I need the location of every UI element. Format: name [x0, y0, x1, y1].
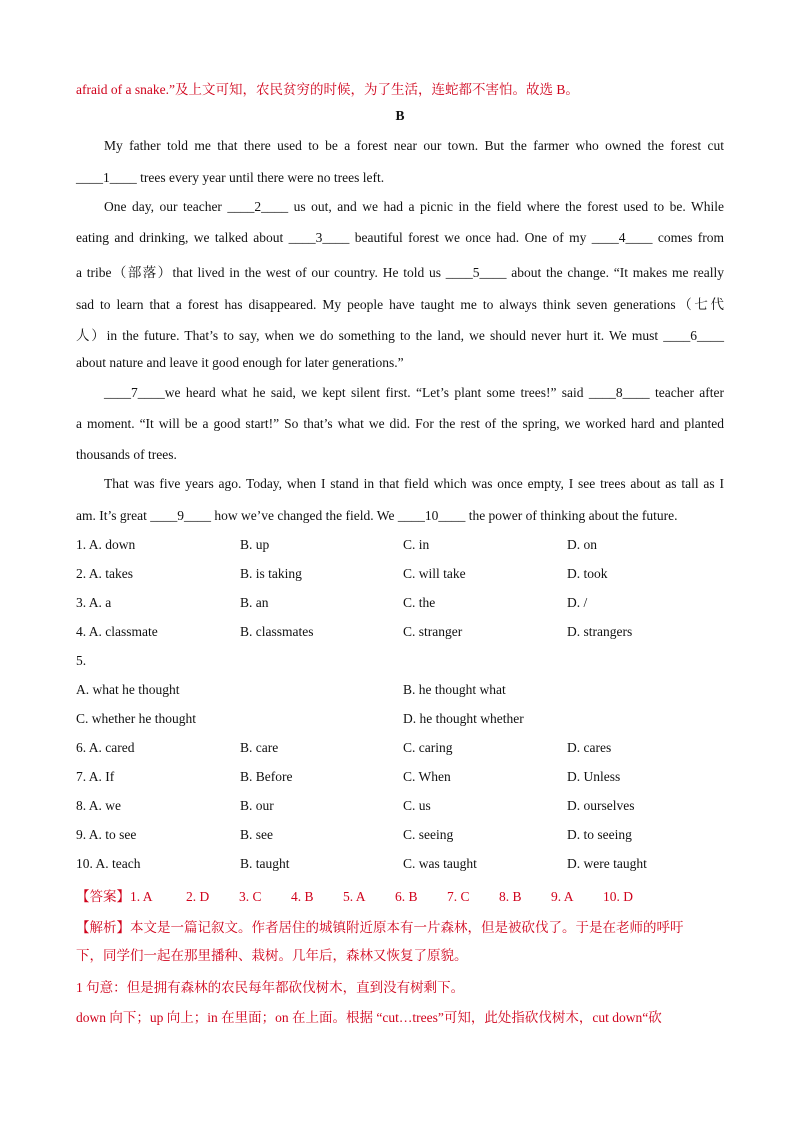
option-a: 9. A. to see — [76, 827, 137, 842]
option-a: A. what he thought — [76, 682, 180, 697]
passage-line: am. It’s great ____9____ how we’ve changed the field. We ____10____ the power of thinking about the future. — [76, 508, 678, 523]
option-c: C. When — [403, 769, 451, 784]
question-2-options — [76, 566, 726, 584]
option-d: D. ourselves — [567, 798, 635, 813]
question-1-options — [76, 537, 726, 555]
previous-analysis-tail: afraid of a snake.”及上文可知，农民贫穷的时候，为了生活，连蛇都不害怕。故选 B。 — [76, 82, 579, 97]
question-4-options — [76, 624, 726, 642]
option-a: 8. A. we — [76, 798, 121, 813]
answer-key — [76, 885, 633, 905]
option-a: 3. A. a — [76, 595, 112, 610]
option-b: B. care — [240, 740, 279, 755]
option-b: B. Before — [240, 769, 293, 784]
option-a: 7. A. If — [76, 769, 115, 784]
analysis-label: 【解析】 — [76, 920, 130, 935]
analysis-text: 本文是一篇记叙文。作者居住的城镇附近原本有一片森林，但是被砍伐了。于是在老师的呼吁 — [130, 920, 684, 935]
option-d: D. were taught — [567, 856, 647, 871]
passage-line: ____7____we heard what he said, we kept silent first. “Let’s plant some trees!” said ____8____ teacher after — [104, 385, 724, 400]
option-b: B. our — [240, 798, 274, 813]
option-b: B. is taking — [240, 566, 302, 581]
answer-item: 7. C — [447, 889, 470, 904]
option-d: D. he thought whether — [403, 711, 524, 726]
question-9-options — [76, 827, 726, 845]
passage-line: a tribe（部落）that lived in the west of our country. He told us ____5____ about the change. “It makes me really — [76, 265, 724, 280]
passage-line: One day, our teacher ____2____ us out, and we had a picnic in the field where the forest used to be. While — [104, 199, 724, 214]
option-c: C. us — [403, 798, 431, 813]
option-b: B. an — [240, 595, 269, 610]
question-7-options — [76, 769, 726, 787]
option-d: D. to seeing — [567, 827, 632, 842]
answer-item: 4. B — [291, 889, 314, 904]
section-title: B — [395, 108, 405, 123]
option-b: B. see — [240, 827, 273, 842]
question-5-options-row1 — [76, 682, 726, 700]
analysis-line: down 向下；up 向上；in 在里面；on 在上面。根据 “cut…trees”可知，此处指砍伐树木，cut down“砍 — [76, 1010, 662, 1025]
analysis-line — [76, 916, 724, 936]
answer-item: 1. A — [130, 889, 153, 904]
option-d: D. Unless — [567, 769, 621, 784]
analysis-line: 下，同学们一起在那里播种、栽树。几年后，森林又恢复了原貌。 — [76, 948, 468, 963]
answer-item: 2. D — [186, 889, 210, 904]
answer-item: 5. A — [343, 889, 366, 904]
question-6-options — [76, 740, 726, 758]
passage-line: That was five years ago. Today, when I stand in that field which was once empty, I see trees about as tall as I — [104, 476, 724, 491]
question-10-options — [76, 856, 726, 874]
option-b: B. he thought what — [403, 682, 506, 697]
passage-line: a moment. “It will be a good start!” So that’s what we did. For the rest of the spring, we worked hard and planted — [76, 416, 724, 431]
answer-item: 9. A — [551, 889, 574, 904]
option-a: 10. A. teach — [76, 856, 141, 871]
passage-line: thousands of trees. — [76, 447, 177, 462]
passage-line: ____1____ trees every year until there were no trees left. — [76, 170, 385, 185]
answer-item: 10. D — [603, 889, 633, 904]
answer-label: 【答案】 — [76, 889, 130, 904]
option-a: 1. A. down — [76, 537, 136, 552]
analysis-line: 1 句意：但是拥有森林的农民每年都砍伐树木，直到没有树剩下。 — [76, 980, 465, 995]
option-b: B. up — [240, 537, 270, 552]
passage-line: about nature and leave it good enough for later generations.” — [76, 355, 404, 370]
option-b: B. classmates — [240, 624, 314, 639]
option-a: 6. A. cared — [76, 740, 135, 755]
option-d: D. took — [567, 566, 608, 581]
question-5-options-row2 — [76, 711, 726, 729]
question-3-options — [76, 595, 726, 613]
question-8-options — [76, 798, 726, 816]
passage-line: 人）in the future. That’s to say, when we do something to the land, we should never hurt it. We must ____6____ — [76, 328, 724, 343]
option-c: C. the — [403, 595, 436, 610]
passage-line: eating and drinking, we talked about ____3____ beautiful forest we once had. One of my ____4____ comes from — [76, 230, 724, 245]
answer-item: 6. B — [395, 889, 418, 904]
option-c: C. whether he thought — [76, 711, 196, 726]
option-c: C. was taught — [403, 856, 477, 871]
option-c: C. stranger — [403, 624, 463, 639]
answer-item: 8. B — [499, 889, 522, 904]
passage-line: My father told me that there used to be a forest near our town. But the farmer who owned the forest cut — [104, 138, 724, 153]
option-a: 2. A. takes — [76, 566, 133, 581]
question-number: 5. — [76, 653, 87, 668]
option-c: C. will take — [403, 566, 466, 581]
option-d: D. cares — [567, 740, 612, 755]
option-d: D. / — [567, 595, 588, 610]
option-d: D. on — [567, 537, 597, 552]
option-d: D. strangers — [567, 624, 633, 639]
option-c: C. caring — [403, 740, 453, 755]
option-a: 4. A. classmate — [76, 624, 158, 639]
option-b: B. taught — [240, 856, 290, 871]
answer-item: 3. C — [239, 889, 262, 904]
passage-line: sad to learn that a forest has disappeared. My people have taught me to always think seven generations（七代 — [76, 297, 724, 312]
option-c: C. seeing — [403, 827, 454, 842]
option-c: C. in — [403, 537, 430, 552]
question-5-number — [76, 653, 726, 671]
